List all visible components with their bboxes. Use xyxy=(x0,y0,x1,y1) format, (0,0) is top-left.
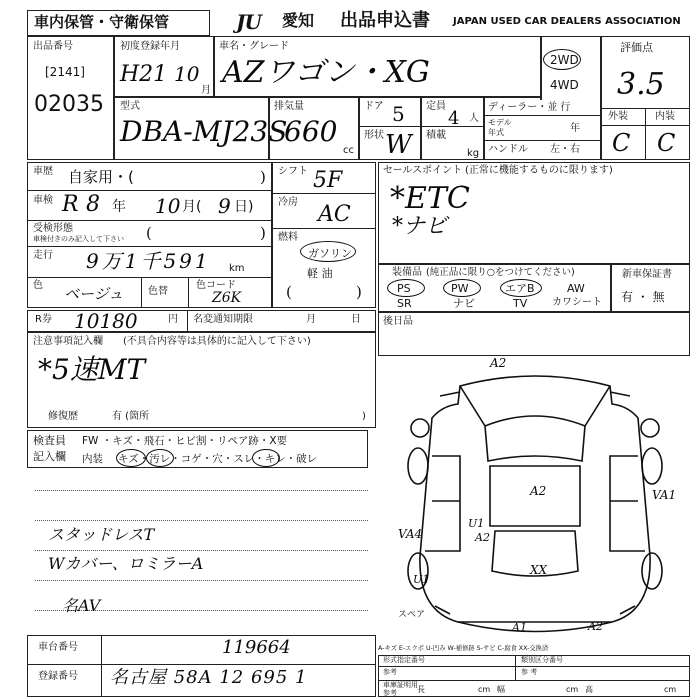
acceptance-close: ) xyxy=(260,224,266,242)
damage-legend: A-キズ E-エクボ U-凹み W-補修跡 S-サビ C-腐食 XX-交換済 xyxy=(378,645,549,652)
color-number-label: 色替 xyxy=(148,286,168,297)
tax-notice-month: 月 xyxy=(306,314,316,325)
diagram-mark: A2 xyxy=(490,356,507,370)
exterior-label: 外装 xyxy=(608,111,628,122)
doors-label: ドア xyxy=(364,101,384,112)
org-name: 愛知 xyxy=(282,11,315,30)
mileage-value: 9万1千591 xyxy=(86,249,211,273)
equipment-circle xyxy=(387,279,425,297)
evaluation-label: 評価点 xyxy=(620,41,653,54)
equipment-circle xyxy=(500,279,542,297)
grid-line xyxy=(600,36,602,160)
car-name-value: AZワゴン・XG xyxy=(222,55,430,90)
form-title: 出品申込書 xyxy=(340,10,430,31)
chassis-value: 119664 xyxy=(222,637,291,658)
grid-line xyxy=(358,126,484,127)
car-name-label: 車名・グレード xyxy=(219,41,289,52)
acceptance-open: ( xyxy=(146,224,152,242)
first-registration-month: 10 xyxy=(174,62,200,86)
diagram-mark: A1 xyxy=(512,621,527,634)
inspector-circle xyxy=(116,449,146,467)
equipment-pw: PW xyxy=(451,282,469,295)
recycle-label: R券 xyxy=(35,314,52,325)
registration-value: 名古屋 58A 12 695 1 xyxy=(110,667,308,688)
class-number-label: 類別区分番号 xyxy=(521,656,563,664)
height-label: 高 xyxy=(585,685,593,694)
diagram-mark: VA4 xyxy=(398,527,423,541)
drive-selected-circle xyxy=(543,49,581,70)
color-value: ベージュ xyxy=(64,285,124,303)
repair-close: ) xyxy=(362,411,366,422)
notes-label: 注意事項記入欄 xyxy=(33,336,103,347)
mileage-unit: km xyxy=(229,263,245,274)
dealer-parallel: ディーラー・並 行 xyxy=(488,102,571,113)
rear-item-label: 後日品 xyxy=(383,316,413,327)
grid-line xyxy=(272,193,376,194)
grid-line xyxy=(113,96,540,98)
equipment-note: (純正品に限り○をつけてください) xyxy=(426,267,575,278)
inspector-row1: FW ・キズ・飛石・ヒビ割・リペア跡・X要 xyxy=(82,435,288,447)
inspector-note: Wカバー、ロミラーA xyxy=(48,554,204,573)
length-unit: cm xyxy=(478,685,491,694)
shift-label: シフト xyxy=(278,166,308,177)
diagram-mark: A2 xyxy=(475,531,490,544)
grid-line xyxy=(483,115,600,116)
height-unit: cm xyxy=(664,685,677,694)
inspector-note: スタッドレスT xyxy=(48,525,155,544)
diagram-mark: VA1 xyxy=(652,488,677,502)
load-unit: kg xyxy=(467,148,480,159)
inspector-row2: キズ・汚レ・コゲ・穴・スレ・キレ・破レ xyxy=(118,453,318,465)
rear-item-section xyxy=(378,312,690,356)
drive-4wd: 4WD xyxy=(550,78,579,92)
repair-label: 修復歴 xyxy=(48,411,78,422)
fuel-diesel: 軽 油 xyxy=(307,267,333,280)
sales-point-label: セールスポイント xyxy=(383,165,463,176)
grid-line xyxy=(27,220,272,221)
grid-line xyxy=(187,310,188,332)
ju-logo: JU xyxy=(236,10,261,34)
model-label: 型式 xyxy=(120,101,140,112)
model-value: DBA-MJ23S xyxy=(120,115,288,148)
drive-2wd: 2WD xyxy=(550,53,579,67)
storage-note: 車内保管・守衛保管 xyxy=(34,13,170,31)
history-label: 車歴 xyxy=(33,166,53,177)
color-label: 色 xyxy=(33,280,43,291)
inspector-row2-lead: 内装 xyxy=(82,453,103,465)
inspector-circle xyxy=(252,449,280,467)
fuel-selected-circle xyxy=(300,241,356,262)
reference-label-3: 参考 xyxy=(383,689,397,697)
shaken-era: R xyxy=(62,192,79,217)
sales-point-note: (正常に機能するものに限ります) xyxy=(465,165,613,176)
grid-line xyxy=(27,246,272,247)
inspector-label-2: 記入欄 xyxy=(33,450,66,463)
equipment-navi: ナビ xyxy=(453,297,475,310)
new-warranty-options: 有 ・ 無 xyxy=(621,290,665,304)
tax-notice-label: 名変通知期限 xyxy=(193,314,253,325)
model-year-unit: 年 xyxy=(570,123,580,134)
width-label: 幅 xyxy=(497,685,505,694)
interior-label: 内装 xyxy=(655,111,675,122)
history-value: 自家用・( xyxy=(68,168,134,186)
diagram-mark: XX xyxy=(530,563,548,577)
car-damage-diagram xyxy=(380,356,690,646)
handle-label: ハンドル xyxy=(488,144,528,155)
lot-sub-number: [2141] xyxy=(45,65,85,79)
capacity-label: 定員 xyxy=(426,101,446,112)
grid-line xyxy=(101,635,102,697)
displacement-unit: cc xyxy=(343,145,354,156)
repair-value: 有 (箇所 xyxy=(112,411,150,422)
diagram-mark: A2 xyxy=(588,620,603,633)
reference-label-2: 参 考 xyxy=(521,668,538,676)
spare-label: スペア xyxy=(398,610,426,620)
model-year-label-2: 年式 xyxy=(488,128,504,137)
fuel-gasoline: ガソリン xyxy=(308,247,352,260)
notes-note: (不具合内容等は具体的に記入して下さい) xyxy=(123,336,311,347)
grid-line xyxy=(515,655,516,680)
acceptance-label: 受検形態 xyxy=(33,223,73,234)
width-unit: cm xyxy=(566,685,579,694)
capacity-unit: 人 xyxy=(469,113,479,124)
inspector-circle xyxy=(146,449,174,467)
diagram-mark: A2 xyxy=(530,484,547,498)
displacement-label: 排気量 xyxy=(274,101,304,112)
shaken-year: 8 xyxy=(86,192,100,217)
handle-options: 左・右 xyxy=(550,144,580,155)
lot-number: 02035 xyxy=(34,92,104,117)
note-line xyxy=(35,550,368,551)
history-close: ) xyxy=(260,168,266,186)
shaken-day-unit: 日) xyxy=(234,199,254,215)
mileage-label: 走行 xyxy=(33,250,53,261)
grid-line xyxy=(113,36,115,160)
grid-line xyxy=(272,228,376,229)
shape-value: W xyxy=(385,130,412,160)
grid-line xyxy=(483,140,600,141)
equipment-tv: TV xyxy=(513,297,528,310)
month-unit: 月 xyxy=(201,85,211,96)
acceptance-note: 車検付きのみ記入して下さい xyxy=(33,235,124,243)
association-name: JAPAN USED CAR DEALERS ASSOCIATION xyxy=(453,16,681,27)
shaken-year-unit: 年 xyxy=(112,199,126,215)
type-designation-label: 形式指定番号 xyxy=(383,656,425,664)
grid-line xyxy=(188,277,189,308)
grid-line xyxy=(27,664,376,665)
fuel-close: ) xyxy=(356,283,362,301)
fuel-label: 燃料 xyxy=(278,232,298,243)
displacement-value: 660 xyxy=(284,115,338,148)
reference-label: 参考 xyxy=(383,668,397,676)
equipment-circle xyxy=(443,279,481,297)
equipment-label: 装備品 xyxy=(392,267,422,278)
garage-cert-label: 車庫証明用 xyxy=(383,681,418,689)
fuel-open: ( xyxy=(286,283,292,301)
doors-value: 5 xyxy=(392,102,405,126)
chassis-label: 車台番号 xyxy=(38,642,78,653)
grid-line xyxy=(540,36,542,100)
equipment-sr: SR xyxy=(397,297,412,310)
grid-line xyxy=(27,277,272,278)
evaluation-score: 3.5 xyxy=(617,67,665,102)
shaken-day: 9 xyxy=(218,194,231,218)
aircon-label: 冷房 xyxy=(278,197,298,208)
sales-point-item: *ETC xyxy=(390,181,470,216)
first-registration-year: H21 xyxy=(120,62,168,87)
grid-line xyxy=(141,277,142,308)
note-line xyxy=(35,520,368,521)
equipment-aw: AW xyxy=(567,282,585,295)
new-warranty-label: 新車保証書 xyxy=(622,269,672,280)
capacity-value: 4 xyxy=(448,108,460,129)
inspector-label-1: 検査員 xyxy=(33,434,66,447)
note-line xyxy=(35,490,368,491)
interior-grade: C xyxy=(657,129,676,157)
grid-line xyxy=(358,97,360,160)
registration-label: 登録番号 xyxy=(38,671,78,682)
shift-value: 5F xyxy=(313,168,343,193)
recycle-value: 10180 xyxy=(74,309,138,333)
grid-line xyxy=(645,108,646,160)
shaken-month-unit: 月( xyxy=(182,199,202,215)
inspector-note: 名AV xyxy=(62,596,101,615)
grid-line xyxy=(378,680,690,681)
sales-point-item: *ナビ xyxy=(392,214,448,239)
load-label: 積載 xyxy=(426,130,446,141)
color-code: Z6K xyxy=(212,290,242,306)
grid-line xyxy=(378,666,690,667)
shaken-month: 10 xyxy=(155,194,181,218)
grid-line xyxy=(213,36,215,96)
aircon-value: AC xyxy=(318,202,351,227)
note-line xyxy=(35,580,368,581)
equipment-kawa-seat: カワシート xyxy=(552,297,602,308)
diagram-mark: U1 xyxy=(468,517,485,530)
color-code-label: 色コード xyxy=(196,280,236,291)
length-label: 長 xyxy=(417,685,425,694)
lot-label: 出品番号 xyxy=(33,41,73,52)
shaken-label: 車検 xyxy=(33,195,53,206)
tax-notice-day: 日 xyxy=(351,314,361,325)
notes-value: *5速MT xyxy=(38,353,146,386)
grid-line xyxy=(483,97,485,160)
equipment-airbag: エアB xyxy=(505,282,535,295)
equipment-ps: PS xyxy=(397,282,411,295)
exterior-grade: C xyxy=(612,129,631,157)
grid-line xyxy=(27,190,272,191)
model-year-label-1: モデル xyxy=(488,118,512,127)
first-registration-label: 初度登録年月 xyxy=(120,41,180,52)
recycle-unit: 円 xyxy=(168,314,178,325)
grid-line xyxy=(420,97,422,160)
diagram-mark: U1 xyxy=(413,573,430,586)
shape-label: 形状 xyxy=(364,130,384,141)
